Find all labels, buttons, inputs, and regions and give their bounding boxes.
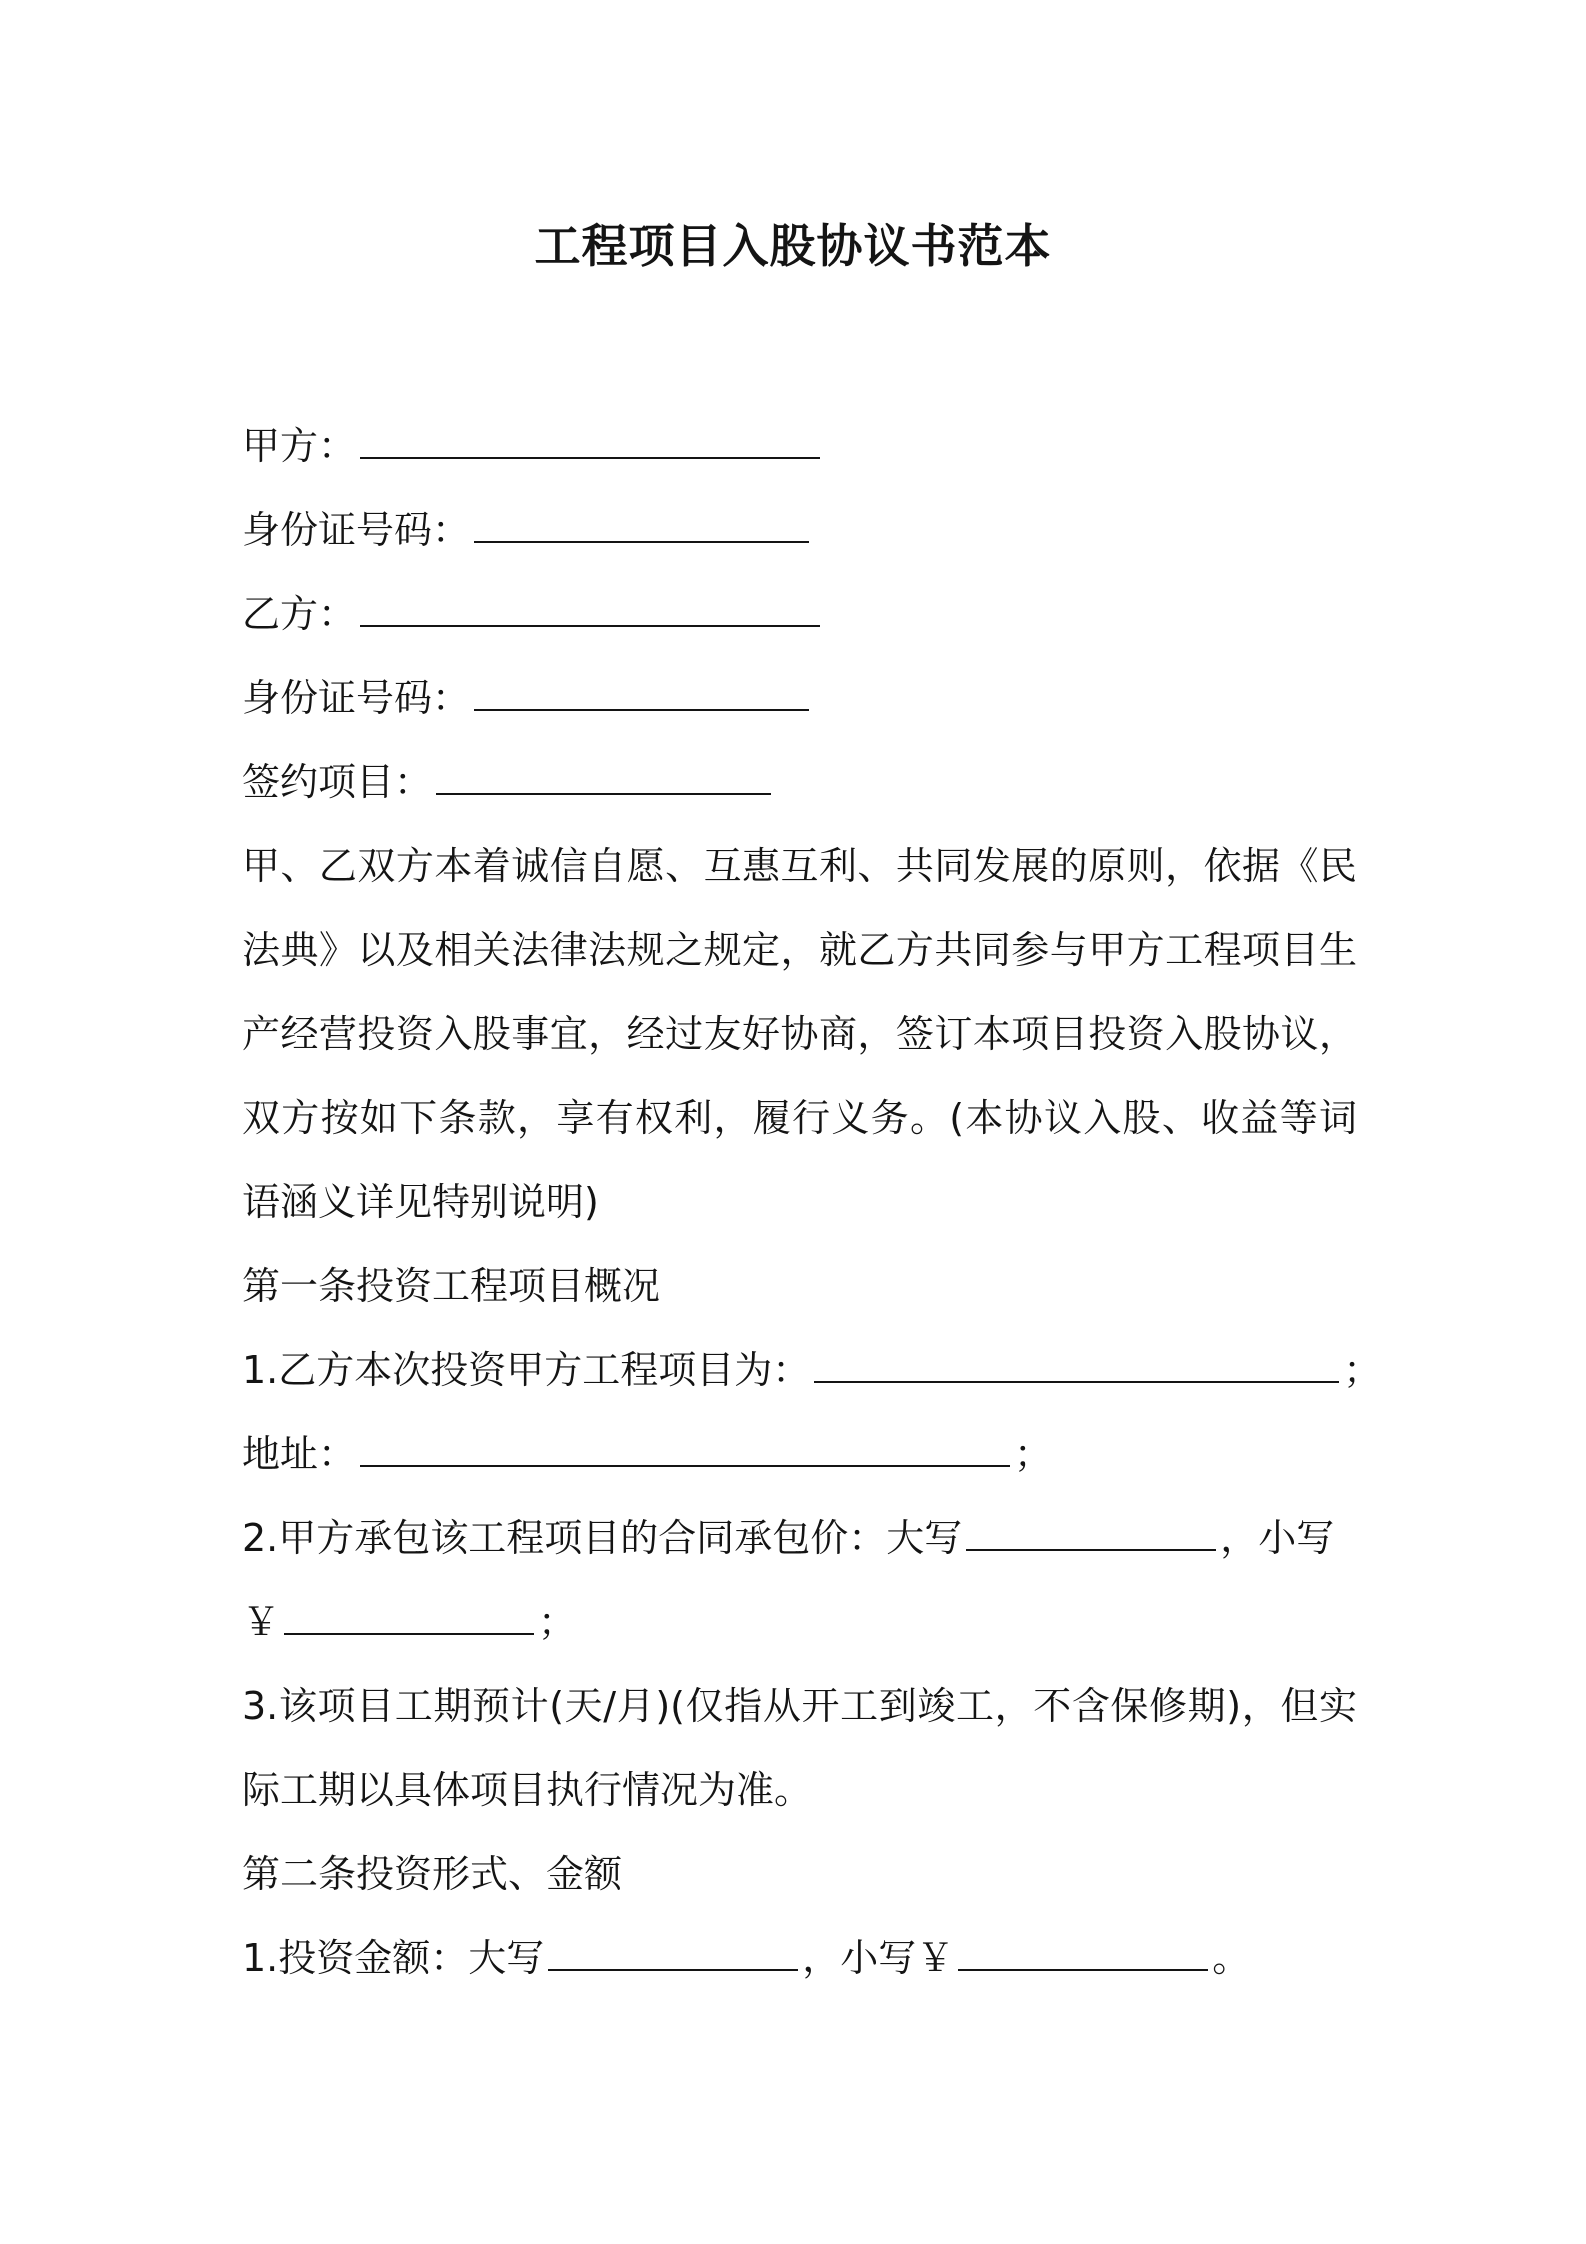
- investment-lower-blank[interactable]: [958, 1925, 1208, 1971]
- currency-symbol: ￥: [242, 1600, 281, 1644]
- article2-heading: 第二条投资形式、金额: [242, 1852, 623, 1896]
- document-title: 工程项目入股协议书范本: [534, 219, 1052, 273]
- party-a-id-label: 身份证号码：: [242, 508, 471, 552]
- article2-item1-label: 1.投资金额：大写: [242, 1936, 545, 1980]
- article1-item3: 3.该项目工期预计(天/月)(仅指从开工到竣工，不含保修期)，但实际工期以具体项目执行情况为准。: [242, 1684, 1357, 1812]
- article1-item2: [242, 1496, 1357, 1580]
- party-b-line: [242, 572, 1357, 656]
- party-b-blank[interactable]: [360, 581, 820, 627]
- party-a-id-blank[interactable]: [474, 497, 809, 543]
- party-b-id-line: [242, 656, 1357, 740]
- article1-heading: 第一条投资工程项目概况: [242, 1264, 661, 1308]
- address-end: ；: [1014, 1432, 1053, 1476]
- article1-item2-cont: [242, 1580, 1357, 1664]
- address-blank[interactable]: [360, 1421, 1010, 1467]
- project-label: 签约项目：: [242, 760, 433, 804]
- article1-item1-end: ；: [1343, 1348, 1382, 1392]
- article2-item1-end: 。: [1212, 1936, 1251, 1980]
- party-a-id-line: [242, 488, 1357, 572]
- article1-item2-label: 2.甲方承包该工程项目的合同承包价：大写: [242, 1516, 963, 1560]
- party-a-blank[interactable]: [360, 413, 820, 459]
- party-a-label: 甲方：: [242, 424, 357, 468]
- contract-price-lower-blank[interactable]: [284, 1589, 534, 1635]
- investment-upper-blank[interactable]: [548, 1925, 798, 1971]
- project-blank[interactable]: [436, 749, 771, 795]
- project-name-blank[interactable]: [814, 1337, 1339, 1383]
- article1-item1-label: 1.乙方本次投资甲方工程项目为：: [242, 1348, 811, 1392]
- address-label: 地址：: [242, 1432, 357, 1476]
- party-b-id-blank[interactable]: [474, 665, 809, 711]
- document-body: [242, 404, 1382, 2000]
- party-a-line: [242, 404, 1357, 488]
- article1-item2-end: ；: [538, 1600, 577, 1644]
- project-line: [242, 740, 1357, 824]
- article2-item1-sep: ，小写￥: [802, 1936, 955, 1980]
- party-b-label: 乙方：: [242, 592, 357, 636]
- contract-price-upper-blank[interactable]: [966, 1505, 1216, 1551]
- article1-item1: [242, 1328, 1382, 1412]
- party-b-id-label: 身份证号码：: [242, 676, 471, 720]
- article2-item1: [242, 1916, 1357, 2000]
- article1-item2-sep: ，小写: [1220, 1516, 1335, 1560]
- address-line: [242, 1412, 1357, 1496]
- preamble-paragraph: 甲、乙双方本着诚信自愿、互惠互利、共同发展的原则，依据《民法典》以及相关法律法规之规定，就乙方共同参与甲方工程项目生产经营投资入股事宜，经过友好协商，签订本项目投资入股协议，双方按如下条款，享有权利，履行义务。(本协议入股、收益等词语涵义详见特别说明): [242, 844, 1357, 1224]
